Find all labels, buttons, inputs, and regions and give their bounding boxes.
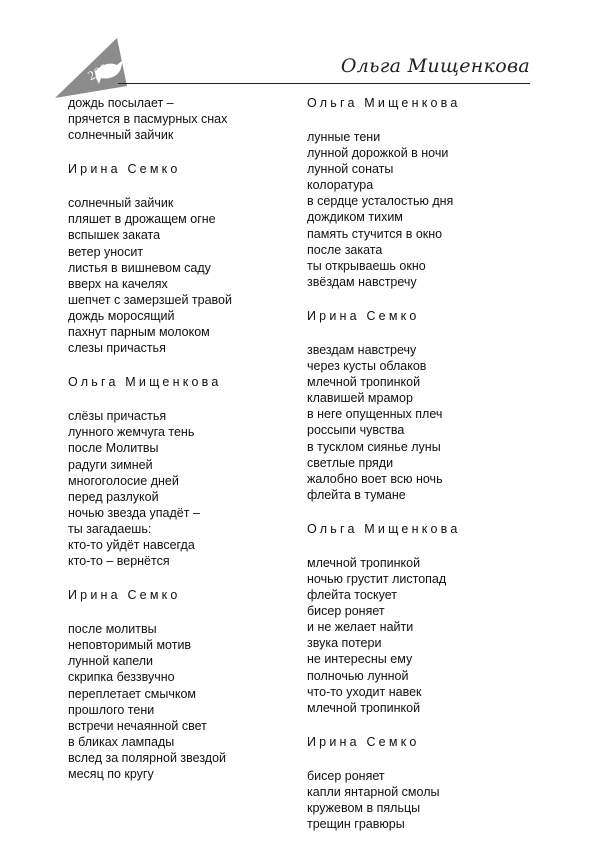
page-number: 200 xyxy=(85,60,111,84)
poem-line: вверх на качелях xyxy=(68,276,168,291)
poem-line: светлые пряди xyxy=(307,455,394,470)
poem-line: лунные тени xyxy=(307,130,381,144)
poem-line: в тусклом сиянье луны xyxy=(307,439,441,454)
poem-section xyxy=(307,521,547,716)
poem-line: в неге опущенных плеч xyxy=(307,407,443,422)
poem-line: солнечный зайчик xyxy=(68,196,174,211)
poem-line: солнечный зайчик xyxy=(68,128,174,143)
poem-line: капли янтарной смолы xyxy=(307,784,440,799)
poem-line: ветер уносит xyxy=(68,244,144,259)
section-author: Ольга Мищенкова xyxy=(307,521,461,536)
poem-line: дождь посылает – xyxy=(68,96,174,110)
poem-line: жалобно воет всю ночь xyxy=(307,471,443,486)
poem-line: через кусты облаков xyxy=(307,359,427,374)
poem-line: встречи нечаянной свет xyxy=(68,718,207,733)
poem-line: звёздам навстречу xyxy=(307,274,417,289)
poem-line: в бликах лампады xyxy=(68,734,175,749)
poem-line: пляшет в дрожащем огне xyxy=(68,212,216,227)
poem-line: что-то уходит навек xyxy=(307,684,422,699)
poem-line: после Молитвы xyxy=(68,441,159,456)
poem-line: многоголосие дней xyxy=(68,473,179,488)
poem-line: ты загадаешь: xyxy=(68,521,152,536)
header-rule xyxy=(118,83,530,84)
poem-line: дождь моросящий xyxy=(68,308,175,323)
poem-line: переплетает смычком xyxy=(68,686,196,701)
poem-line: после молитвы xyxy=(68,622,157,637)
poem-line: лунной дорожкой в ночи xyxy=(307,146,449,161)
poem-line: россыпи чувства xyxy=(307,423,405,438)
poem-line: млечной тропинкой xyxy=(307,700,421,715)
poem-line: вслед за полярной звездой xyxy=(68,750,227,765)
poem-section xyxy=(68,161,308,356)
poem-section xyxy=(307,95,547,290)
section-author: Ольга Мищенкова xyxy=(68,375,222,390)
poem-line: лунной сонаты xyxy=(307,162,394,177)
section-author: Ирина Семко xyxy=(68,162,181,177)
poem-line: полночью лунной xyxy=(307,668,409,683)
section-author: Ирина Семко xyxy=(307,308,420,323)
poem-line: кто-то уйдёт навсегда xyxy=(68,537,195,552)
section-author: Ирина Семко xyxy=(307,734,420,749)
poem-line: не интересны ему xyxy=(307,652,413,667)
poem-section xyxy=(307,734,547,832)
poem-line: флейта в тумане xyxy=(307,487,406,502)
poem-line: скрипка беззвучно xyxy=(68,670,175,685)
poem-line: прячется в пасмурных снах xyxy=(68,112,228,127)
poem-line: память стучится в окно xyxy=(307,226,443,241)
poem-line: перед разлукой xyxy=(68,489,159,504)
poem-line: пахнут парным молоком xyxy=(68,325,210,340)
poem-line: месяц по кругу xyxy=(68,767,154,781)
poem-line: радуги зимней xyxy=(68,457,153,472)
poem-line: после заката xyxy=(307,242,383,257)
poem-line: звездам навстречу xyxy=(307,342,417,357)
poem-line: прошлого тени xyxy=(68,702,155,717)
poem-line: ночью звезда упадёт – xyxy=(68,505,200,520)
poem-line: ночью грустит листопад xyxy=(307,571,447,586)
poem-line: слезы причастья xyxy=(68,341,166,356)
poem-line: флейта тоскует xyxy=(307,588,398,603)
right-column xyxy=(307,95,547,832)
poem-line: звука потери xyxy=(307,636,382,651)
poem-line: слёзы причастья xyxy=(68,409,167,424)
poem-line: лунного жемчуга тень xyxy=(68,425,195,440)
poem-line: вспышек заката xyxy=(68,228,161,243)
poem-line: трещин гравюры xyxy=(307,817,405,832)
poem-section xyxy=(68,587,308,782)
poem-section xyxy=(68,95,308,143)
poem-line: млечной тропинкой xyxy=(307,555,421,570)
section-author: Ирина Семко xyxy=(68,588,181,603)
section-author: Ольга Мищенкова xyxy=(307,96,461,110)
poem-line: в сердце усталостью дня xyxy=(307,194,454,209)
poem-line: кто-то – вернётся xyxy=(68,554,170,569)
poem-line: бисер роняет xyxy=(307,604,385,619)
poem-line: ты открываешь окно xyxy=(307,258,426,273)
poem-line: и не желает найти xyxy=(307,620,414,635)
poem-line: колоратура xyxy=(307,178,374,193)
poem-line: дождиком тихим xyxy=(307,210,403,225)
poem-line: неповторимый мотив xyxy=(68,638,192,653)
poem-line: клавишей мрамор xyxy=(307,391,413,406)
poem-line: листья в вишневом саду xyxy=(68,260,211,275)
poem-line: бисер роняет xyxy=(307,768,385,783)
poem-line: млечной тропинкой xyxy=(307,375,421,390)
poem-line: шепчет с замерзшей травой xyxy=(68,292,232,307)
left-column xyxy=(68,95,308,782)
poem-line: кружевом в пяльцы xyxy=(307,801,421,815)
poem-line: лунной капели xyxy=(68,654,154,669)
poem-section xyxy=(68,374,308,569)
poem-section xyxy=(307,308,547,503)
header-author: Ольга Мищенкова xyxy=(340,55,530,77)
